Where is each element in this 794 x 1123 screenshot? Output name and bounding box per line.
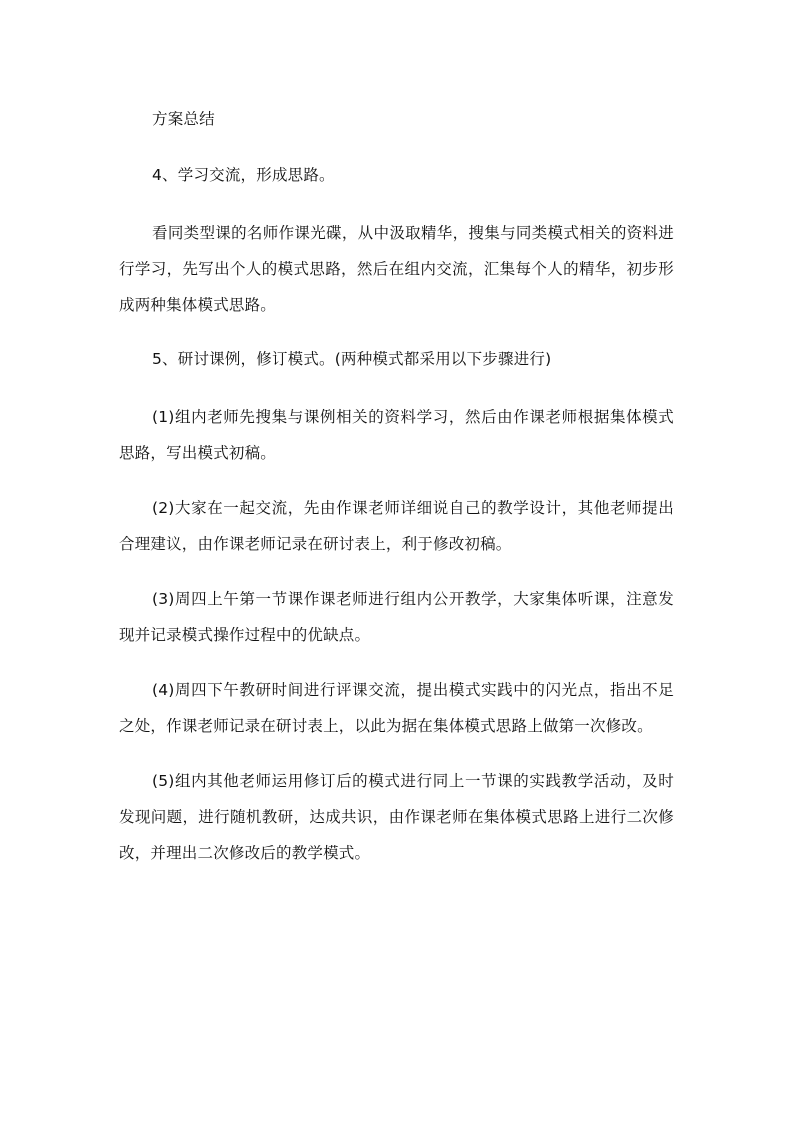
step-2-paragraph: (2)大家在一起交流，先由作课老师详细说自己的教学设计，其他老师提出合理建议，由作课老师记录在研讨表上，利于修改初稿。 bbox=[119, 499, 674, 553]
step-4-paragraph: (4)周四下午教研时间进行评课交流，提出模式实践中的闪光点，指出不足之处，作课老师记录在研讨表上，以此为据在集体模式思路上做第一次修改。 bbox=[119, 681, 674, 735]
section-heading-5: 5、研讨课例，修订模式。(两种模式都采用以下步骤进行) bbox=[152, 350, 552, 368]
step-3-paragraph: (3)周四上午第一节课作课老师进行组内公开教学，大家集体听课，注意发现并记录模式操作过程中的优缺点。 bbox=[119, 590, 674, 644]
document-body bbox=[119, 101, 674, 890]
step-5-paragraph: (5)组内其他老师运用修订后的模式进行同上一节课的实践教学活动，及时发现问题，进行随机教研，达成共识，由作课老师在集体模式思路上进行二次修改，并理出二次修改后的教学模式。 bbox=[119, 772, 674, 862]
document-title: 方案总结 bbox=[152, 110, 215, 128]
section-4-paragraph: 看同类型课的名师作课光碟，从中汲取精华，搜集与同类模式相关的资料进行学习，先写出个人的模式思路，然后在组内交流，汇集每个人的精华，初步形成两种集体模式思路。 bbox=[119, 224, 674, 314]
step-1-paragraph: (1)组内老师先搜集与课例相关的资料学习，然后由作课老师根据集体模式思路，写出模式初稿。 bbox=[119, 408, 674, 462]
section-heading-4: 4、学习交流，形成思路。 bbox=[152, 166, 335, 184]
